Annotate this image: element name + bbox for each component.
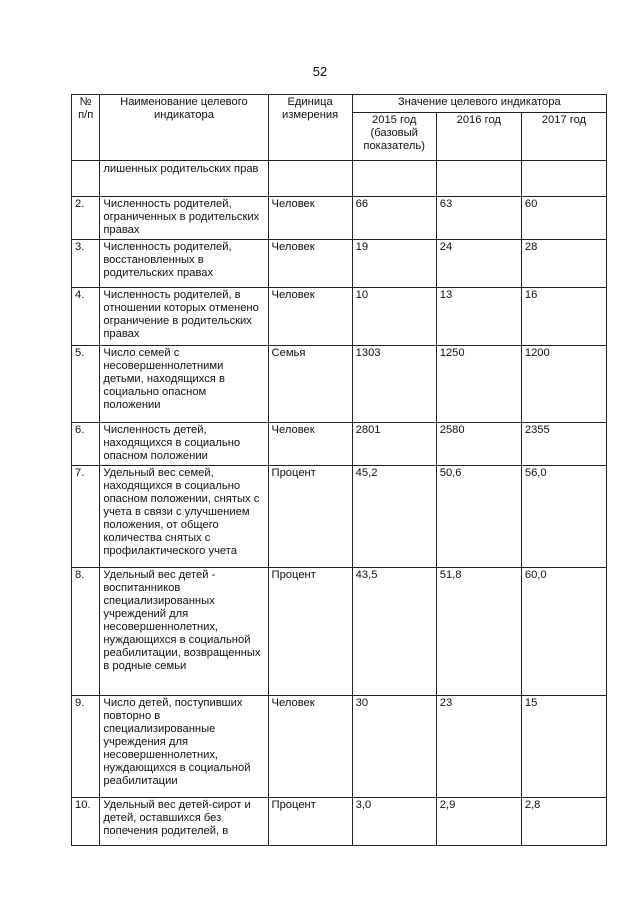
row-value-2015: 30 [352, 696, 436, 798]
row-value-2017: 15 [521, 696, 606, 798]
row-value-2017: 60 [521, 197, 606, 240]
table-row [72, 346, 607, 423]
row-value-2017: 56,0 [521, 466, 606, 568]
row-name: Удельный вес детей-сирот и детей, оставшихся без попечения родителей, в [100, 798, 268, 846]
row-num [72, 161, 100, 197]
header-year-2015: 2015 год (базовый показатель) [352, 113, 436, 161]
table-row [72, 240, 607, 288]
row-unit: Человек [268, 288, 352, 346]
row-num: 10. [72, 798, 100, 846]
table-row [72, 798, 607, 846]
row-unit: Человек [268, 696, 352, 798]
row-name: Число детей, поступивших повторно в специализированные учреждения для несовершеннолетних, нуждающихся в социальной реабилитации [100, 696, 268, 798]
row-value-2017: 2,8 [521, 798, 606, 846]
row-num: 5. [72, 346, 100, 423]
row-num: 2. [72, 197, 100, 240]
header-num: № п/п [72, 95, 100, 161]
row-unit [268, 161, 352, 197]
table-row [72, 197, 607, 240]
row-name: Удельный вес детей - воспитанников специализированных учреждений для несовершеннолетних, нуждающихся в социальной реабилитации, возвращенных в родные семьи [100, 568, 268, 696]
row-unit: Человек [268, 423, 352, 466]
row-value-2016: 1250 [436, 346, 521, 423]
row-num: 4. [72, 288, 100, 346]
row-num: 9. [72, 696, 100, 798]
row-name: Число семей с несовершеннолетними детьми, находящихся в социально опасном положении [100, 346, 268, 423]
header-unit: Единица измерения [268, 95, 352, 161]
row-value-2017: 1200 [521, 346, 606, 423]
row-value-2017 [521, 161, 606, 197]
row-value-2015: 3,0 [352, 798, 436, 846]
row-value-2016: 51,8 [436, 568, 521, 696]
row-value-2016: 50,6 [436, 466, 521, 568]
row-value-2017: 2355 [521, 423, 606, 466]
row-value-2017: 16 [521, 288, 606, 346]
table-row [72, 568, 607, 696]
row-name: лишенных родительских прав [100, 161, 268, 197]
header-year-2016: 2016 год [436, 113, 521, 161]
row-value-2015: 1303 [352, 346, 436, 423]
row-value-2016: 63 [436, 197, 521, 240]
row-value-2015 [352, 161, 436, 197]
row-num: 6. [72, 423, 100, 466]
table-header-row [72, 95, 607, 113]
row-num: 3. [72, 240, 100, 288]
row-value-2017: 60,0 [521, 568, 606, 696]
table-row [72, 161, 607, 197]
table-row [72, 423, 607, 466]
row-name: Численность родителей, в отношении которых отменено ограничение в родительских правах [100, 288, 268, 346]
row-value-2015: 45,2 [352, 466, 436, 568]
row-value-2015: 19 [352, 240, 436, 288]
row-value-2016: 24 [436, 240, 521, 288]
row-num: 8. [72, 568, 100, 696]
header-value-group: Значение целевого индикатора [352, 95, 606, 113]
row-unit: Процент [268, 798, 352, 846]
row-value-2015: 43,5 [352, 568, 436, 696]
row-value-2017: 28 [521, 240, 606, 288]
row-value-2016 [436, 161, 521, 197]
header-name: Наименование целевого индикатора [100, 95, 268, 161]
row-value-2016: 2,9 [436, 798, 521, 846]
row-unit: Процент [268, 466, 352, 568]
row-name: Удельный вес семей, находящихся в социально опасном положении, снятых с учета в связи с улучшением положения, от общего количества снятых с профилактического учета [100, 466, 268, 568]
row-value-2016: 2580 [436, 423, 521, 466]
row-value-2016: 23 [436, 696, 521, 798]
table-row [72, 288, 607, 346]
row-unit: Человек [268, 197, 352, 240]
row-value-2016: 13 [436, 288, 521, 346]
row-value-2015: 2801 [352, 423, 436, 466]
row-value-2015: 66 [352, 197, 436, 240]
table-row [72, 466, 607, 568]
page-number: 52 [312, 64, 328, 79]
row-num: 7. [72, 466, 100, 568]
table-row [72, 696, 607, 798]
indicators-table [71, 94, 607, 846]
row-unit: Процент [268, 568, 352, 696]
header-year-2017: 2017 год [521, 113, 606, 161]
row-name: Численность родителей, восстановленных в родительских правах [100, 240, 268, 288]
row-name: Численность детей, находящихся в социально опасном положении [100, 423, 268, 466]
row-unit: Человек [268, 240, 352, 288]
row-value-2015: 10 [352, 288, 436, 346]
row-unit: Семья [268, 346, 352, 423]
row-name: Численность родителей, ограниченных в родительских правах [100, 197, 268, 240]
